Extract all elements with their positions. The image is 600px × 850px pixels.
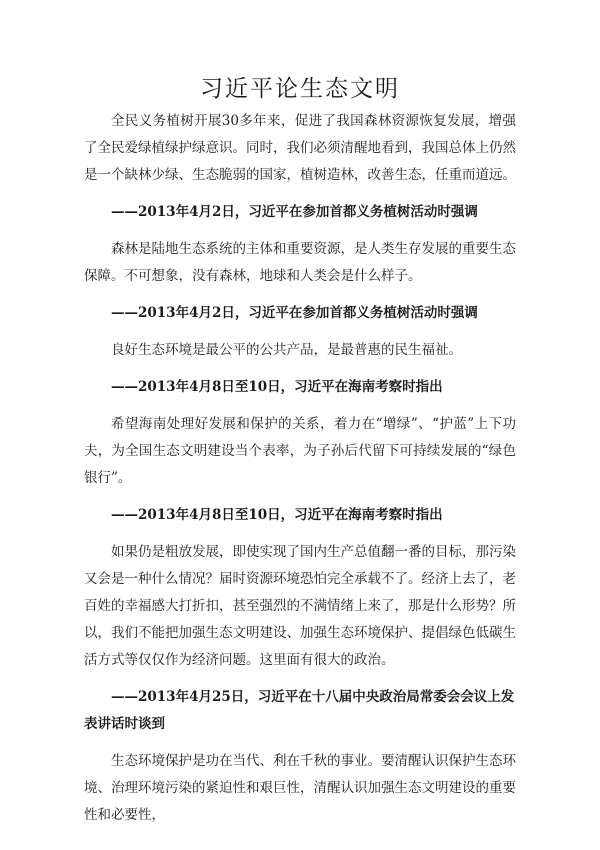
document-body: [84, 108, 516, 839]
quote-source: ——2013年4月8日至10日，习近平在海南考察时指出: [111, 507, 443, 523]
paragraph: 良好生态环境是最公平的公共产品，是最普惠的民生福祉。: [111, 342, 462, 358]
page-title: 习近平论生态文明: [200, 76, 400, 102]
quote-source: ——2013年4月25日，习近平在十八届中央政治局常委会会议上发表讲话时谈到: [84, 689, 515, 732]
quote-source: ——2013年4月2日，习近平在参加首都义务植树活动时强调: [111, 204, 478, 220]
paragraph: 全民义务植树开展30多年来，促进了我国森林资源恢复发展，增强了全民爱绿植绿护绿意识。同时，我们必须清醒地看到，我国总体上仍然是一个缺林少绿、生态脆弱的国家，植树造林，改善生态，任重而道远。: [84, 113, 516, 183]
paragraph: 如果仍是粗放发展，即使实现了国内生产总值翻一番的目标，那污染又会是一种什么情况？届时资源环境恐怕完全承载不了。经济上去了，老百姓的幸福感大打折扣，甚至强烈的不满情绪上来了，那是什么形势？所以，我们不能把加强生态文明建设、加强生态环境保护、提倡绿色低碳生活方式等仅仅作为经济问题。这里面有很大的政治。: [84, 544, 516, 668]
paragraph: 森林是陆地生态系统的主体和重要资源，是人类生存发展的重要生态保障。不可想象，没有森林，地球和人类会是什么样子。: [84, 241, 516, 284]
quote-source: ——2013年4月8日至10日，习近平在海南考察时指出: [111, 379, 443, 395]
paragraph: 生态环境保护是功在当代、利在千秋的事业。要清醒认识保护生态环境、治理环境污染的紧迫性和艰巨性，清醒认识加强生态文明建设的重要性和必要性，: [84, 753, 516, 823]
paragraph: 希望海南处理好发展和保护的关系，着力在“增绿”、“护蓝”上下功夫，为全国生态文明建设当个表率，为子孙后代留下可持续发展的“绿色银行”。: [84, 416, 516, 486]
quote-source: ——2013年4月2日，习近平在参加首都义务植树活动时强调: [111, 305, 478, 321]
